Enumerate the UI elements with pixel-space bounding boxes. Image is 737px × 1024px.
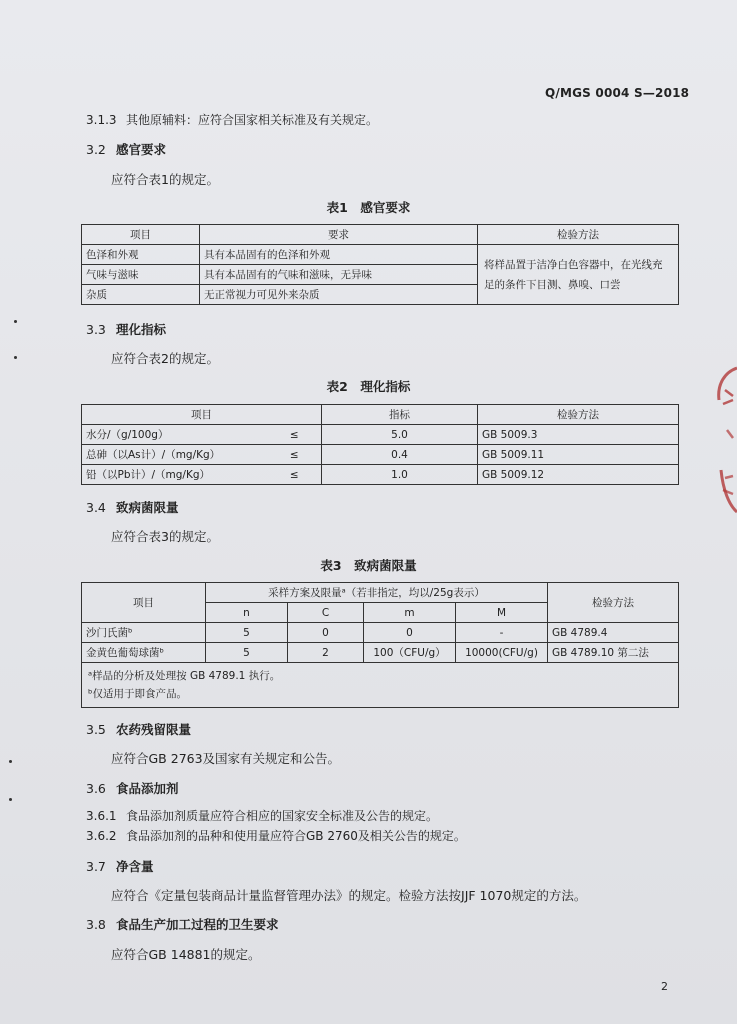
table-cell: 0 — [364, 623, 456, 643]
table-header: 检验方法 — [478, 225, 679, 245]
section-3-7-body: 应符合《定量包装商品计量监督管理办法》的规定。检验方法按JJF 1070规定的方法。 — [111, 888, 587, 903]
table-3 — [81, 582, 679, 708]
table-cell: 金黄色葡萄球菌ᵇ — [82, 643, 206, 663]
table-subheader: n — [206, 603, 288, 623]
table-cell-method: 将样品置于洁净白色容器中，在光线充足的条件下目测、鼻嗅、口尝 — [478, 245, 679, 305]
table-cell: 色泽和外观 — [82, 245, 200, 265]
section-number: 3.2 — [86, 142, 106, 157]
table-cell: 1.0 — [322, 465, 478, 485]
section-title: 理化指标 — [116, 322, 167, 337]
section-title: 食品生产加工过程的卫生要求 — [116, 917, 279, 932]
section-3-6-heading — [86, 779, 179, 797]
scan-speck — [14, 320, 17, 323]
table-cell: 100（CFU/g） — [364, 643, 456, 663]
section-number: 3.7 — [86, 859, 106, 874]
table-header: 项目 — [82, 405, 322, 425]
table-cell: GB 4789.10 第二法 — [548, 643, 679, 663]
table-subheader: M — [456, 603, 548, 623]
section-3-2-body: 应符合表1的规定。 — [111, 172, 219, 187]
section-title: 致病菌限量 — [116, 500, 179, 515]
section-3-4-body: 应符合表3的规定。 — [111, 529, 219, 544]
table-row — [82, 245, 679, 265]
table-cell: ≤ — [268, 465, 322, 485]
clause-3-1-3 — [86, 111, 378, 128]
table-row — [82, 623, 679, 643]
table-header: 要求 — [200, 225, 478, 245]
table-header: 项目 — [82, 225, 200, 245]
clause-text: 食品添加剂质量应符合相应的国家安全标准及公告的规定。 — [126, 809, 439, 823]
table-cell: 0 — [288, 623, 364, 643]
table-cell: GB 5009.11 — [478, 445, 679, 465]
table-2-caption: 表2 理化指标 — [326, 379, 411, 394]
page-number: 2 — [661, 980, 668, 993]
section-title: 食品添加剂 — [116, 781, 179, 796]
table-cell: GB 5009.3 — [478, 425, 679, 445]
table-cell: 2 — [288, 643, 364, 663]
scan-speck — [9, 760, 12, 763]
scan-speck — [14, 356, 17, 359]
section-number: 3.3 — [86, 322, 106, 337]
table-note-b: ᵇ仅适用于即食产品。 — [88, 688, 187, 700]
section-3-2-heading — [86, 140, 166, 158]
table-cell: ≤ — [268, 445, 322, 465]
table-cell: 总砷（以As计）/（mg/Kg） — [82, 445, 268, 465]
table-cell: 5 — [206, 643, 288, 663]
section-number: 3.8 — [86, 917, 106, 932]
section-3-5-body: 应符合GB 2763及国家有关规定和公告。 — [111, 751, 341, 766]
seal-stamp-fragment — [707, 360, 737, 520]
table-subheader: C — [288, 603, 364, 623]
section-number: 3.4 — [86, 500, 106, 515]
table-cell: ≤ — [268, 425, 322, 445]
table-row — [82, 445, 679, 465]
clause-text: 食品添加剂的品种和使用量应符合GB 2760及相关公告的规定。 — [126, 829, 466, 843]
section-number: 3.6 — [86, 781, 106, 796]
table-cell: 0.4 — [322, 445, 478, 465]
table-2 — [81, 404, 679, 485]
table-cell: GB 5009.12 — [478, 465, 679, 485]
table-cell: 水分/（g/100g） — [82, 425, 268, 445]
clause-3-6-2 — [86, 827, 466, 844]
table-row — [82, 643, 679, 663]
section-3-7-heading — [86, 857, 154, 875]
clause-3-6-1 — [86, 807, 438, 824]
table-row — [82, 465, 679, 485]
table-cell: 具有本品固有的气味和滋味，无异味 — [200, 265, 478, 285]
table-header: 项目 — [82, 583, 206, 623]
table-note-a: ᵃ样品的分析及处理按 GB 4789.1 执行。 — [88, 670, 281, 682]
section-title: 农药残留限量 — [116, 722, 192, 737]
table-cell: 具有本品固有的色泽和外观 — [200, 245, 478, 265]
clause-text: 其他原辅料：应符合国家相关标准及有关规定。 — [126, 113, 379, 127]
section-3-8-body: 应符合GB 14881的规定。 — [111, 947, 261, 962]
section-3-4-heading — [86, 498, 179, 516]
table-cell: - — [456, 623, 548, 643]
section-3-5-heading — [86, 720, 191, 738]
table-subheader: m — [364, 603, 456, 623]
clause-number: 3.6.1 — [86, 809, 117, 823]
table-cell: 沙门氏菌ᵇ — [82, 623, 206, 643]
table-header: 检验方法 — [478, 405, 679, 425]
clause-number: 3.1.3 — [86, 113, 117, 127]
section-3-8-heading — [86, 915, 279, 933]
table-notes-cell — [82, 663, 679, 708]
table-header: 检验方法 — [548, 583, 679, 623]
document-code: Q/MGS 0004 S—2018 — [545, 86, 690, 100]
table-1-caption: 表1 感官要求 — [326, 200, 411, 215]
clause-number: 3.6.2 — [86, 829, 117, 843]
table-3-caption: 表3 致病菌限量 — [320, 558, 417, 573]
table-header: 指标 — [322, 405, 478, 425]
section-number: 3.5 — [86, 722, 106, 737]
table-cell: 铅（以Pb计）/（mg/Kg） — [82, 465, 268, 485]
table-cell: 5.0 — [322, 425, 478, 445]
table-cell: 无正常视力可见外来杂质 — [200, 285, 478, 305]
section-3-3-body: 应符合表2的规定。 — [111, 351, 219, 366]
table-1 — [81, 224, 679, 305]
section-3-3-heading — [86, 320, 166, 338]
scan-speck — [9, 798, 12, 801]
section-title: 感官要求 — [116, 142, 167, 157]
table-notes — [82, 663, 679, 708]
table-row — [82, 425, 679, 445]
table-cell: 杂质 — [82, 285, 200, 305]
table-cell: 5 — [206, 623, 288, 643]
table-cell: GB 4789.4 — [548, 623, 679, 643]
section-title: 净含量 — [116, 859, 154, 874]
table-cell: 10000(CFU/g) — [456, 643, 548, 663]
table-cell: 气味与滋味 — [82, 265, 200, 285]
table-header: 采样方案及限量ᵃ（若非指定，均以/25g表示） — [206, 583, 548, 603]
